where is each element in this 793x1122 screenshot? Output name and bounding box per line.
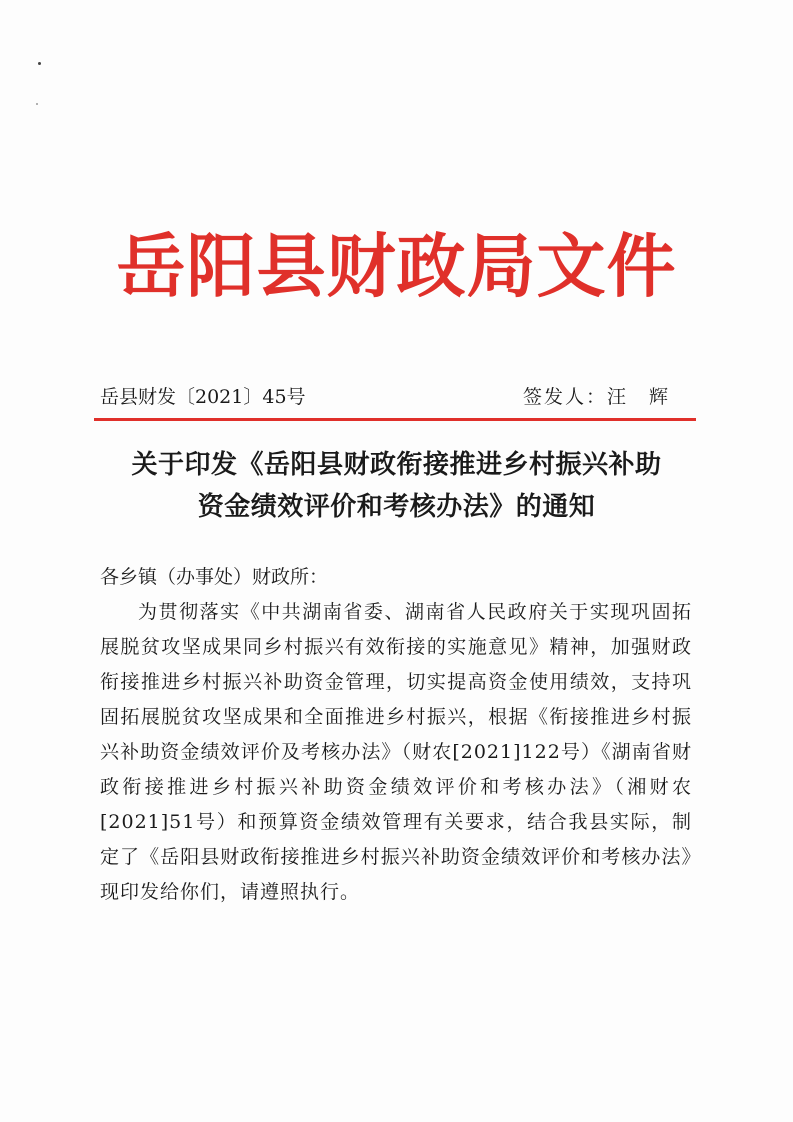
scan-speck <box>38 62 41 65</box>
document-meta-row <box>100 382 680 412</box>
red-divider-line <box>94 418 696 421</box>
document-number: 岳县财发〔2021〕45号 <box>100 386 306 408</box>
salutation: 各乡镇（办事处）财政所： <box>100 566 329 588</box>
notice-body <box>100 560 692 910</box>
scan-speck <box>36 103 38 105</box>
notice-title-line-1: 关于印发《岳阳县财政衔接推进乡村振兴补助 <box>131 450 662 480</box>
notice-title-line-2: 资金绩效评价和考核办法》的通知 <box>197 492 596 522</box>
notice-title <box>70 444 723 528</box>
body-paragraph: 为贯彻落实《中共湖南省委、湖南省人民政府关于实现巩固拓展脱贫攻坚成果同乡村振兴有效衔接的实施意见》精神，加强财政衔接推进乡村振兴补助资金管理，切实提高资金使用绩效，支持巩固拓展脱贫攻坚成果和全面推进乡村振兴，根据《衔接推进乡村振兴补助资金绩效评价及考核办法》（财农[2021]122号）《湖南省财政衔接推进乡村振兴补助资金绩效评价和考核办法》（湘财农[2021]51号）和预算资金绩效管理有关要求，结合我县实际，制定了《岳阳县财政衔接推进乡村振兴补助资金绩效评价和考核办法》现印发给你们，请遵照执行。 <box>100 601 692 903</box>
document-header-title: 岳阳县财政局文件 <box>116 227 677 307</box>
signer: 签发人：汪 辉 <box>522 386 670 408</box>
